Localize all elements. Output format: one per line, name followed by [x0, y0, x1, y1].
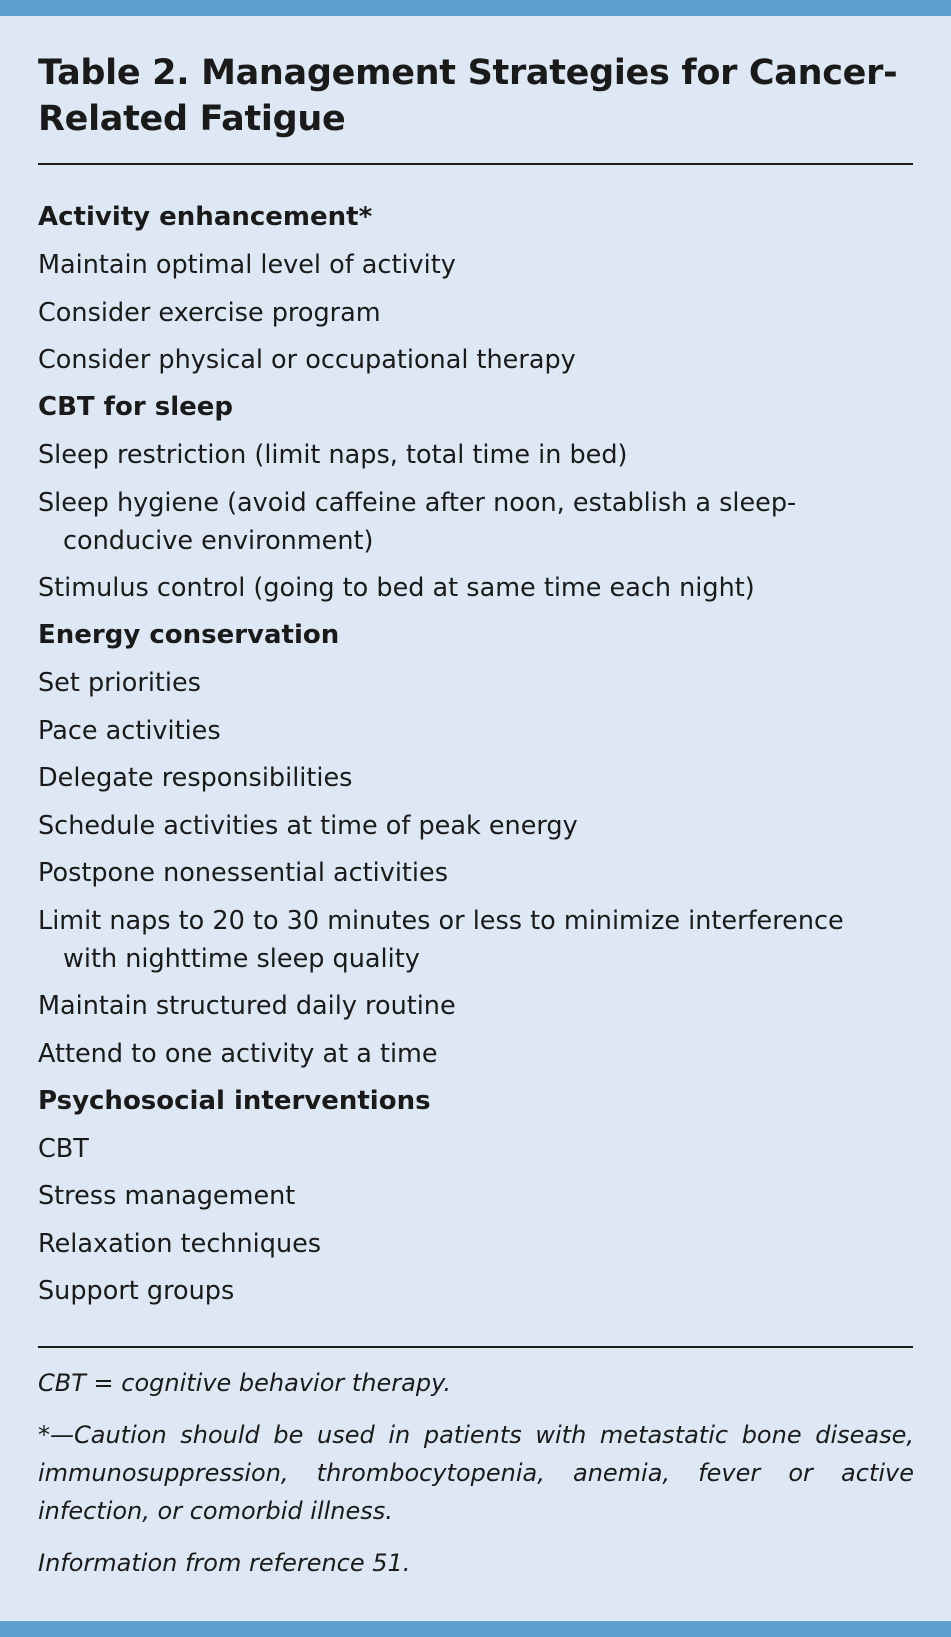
footnotes — [38, 1364, 914, 1596]
list-item-text: Postpone nonessential activities — [38, 858, 448, 889]
table-body — [38, 194, 918, 1315]
list-item-continuation: with nighttime sleep quality — [63, 943, 420, 974]
list-item-text: Schedule activities at time of peak energy — [38, 810, 578, 841]
section-heading: Psychosocial interventions — [38, 1085, 431, 1116]
list-item-text: Sleep hygiene (avoid caffeine after noon, establish a sleep- — [38, 487, 797, 518]
list-item-text: Maintain optimal level of activity — [38, 250, 456, 281]
list-item-text: Relaxation techniques — [38, 1228, 322, 1259]
section-heading: Activity enhancement* — [38, 202, 373, 232]
bottom-accent-bar — [0, 1621, 951, 1637]
title-line-2: Related Fatigue — [38, 99, 346, 139]
list-item-text: Maintain structured daily routine — [38, 991, 456, 1022]
list-item — [38, 1030, 918, 1078]
list-item-text: Consider physical or occupational therapy — [38, 345, 576, 376]
list-item — [38, 983, 918, 1031]
list-item-text: Limit naps to 20 to 30 minutes or less to minimize interference — [38, 905, 844, 936]
list-item — [38, 707, 918, 755]
list-item-text: Stimulus control (going to bed at same time each night) — [38, 573, 755, 604]
list-item — [38, 479, 918, 565]
list-item-text: Consider exercise program — [38, 297, 381, 328]
list-item-text: Attend to one activity at a time — [38, 1038, 438, 1069]
list-item-text: CBT — [38, 1133, 89, 1164]
list-item — [38, 1220, 918, 1268]
source-note: Information from reference 51. — [38, 1549, 411, 1577]
list-item — [38, 850, 918, 898]
table-title — [38, 50, 898, 142]
list-item-text: Delegate responsibilities — [38, 763, 353, 794]
list-item-continuation: conducive environment) — [63, 525, 374, 556]
list-item — [38, 1173, 918, 1221]
list-item — [38, 1268, 918, 1316]
list-item — [38, 565, 918, 613]
top-accent-bar — [0, 0, 951, 16]
list-item — [38, 755, 918, 803]
list-item — [38, 432, 918, 480]
list-item — [38, 1125, 918, 1173]
list-item — [38, 897, 918, 983]
list-item-text: Stress management — [38, 1181, 296, 1212]
list-item-text: Set priorities — [38, 668, 201, 699]
list-item — [38, 289, 918, 337]
list-item — [38, 337, 918, 385]
list-item-text: Support groups — [38, 1276, 235, 1307]
list-item — [38, 242, 918, 290]
abbreviation-note: CBT = cognitive behavior therapy. — [38, 1369, 452, 1397]
caution-note: *—Caution should be used in patients with metastatic bone disease, immunosuppression, thrombocytopenia, anemia, fever or active infection, or comorbid illness. — [38, 1421, 914, 1525]
top-rule — [38, 163, 913, 165]
section-heading: CBT for sleep — [38, 392, 233, 422]
bottom-rule — [38, 1346, 913, 1348]
list-item-text: Sleep restriction (limit naps, total time in bed) — [38, 440, 628, 471]
list-item-text: Pace activities — [38, 715, 221, 746]
title-line-1: Table 2. Management Strategies for Cancer- — [38, 53, 898, 93]
section-heading: Energy conservation — [38, 620, 340, 650]
list-item — [38, 802, 918, 850]
list-item — [38, 660, 918, 708]
